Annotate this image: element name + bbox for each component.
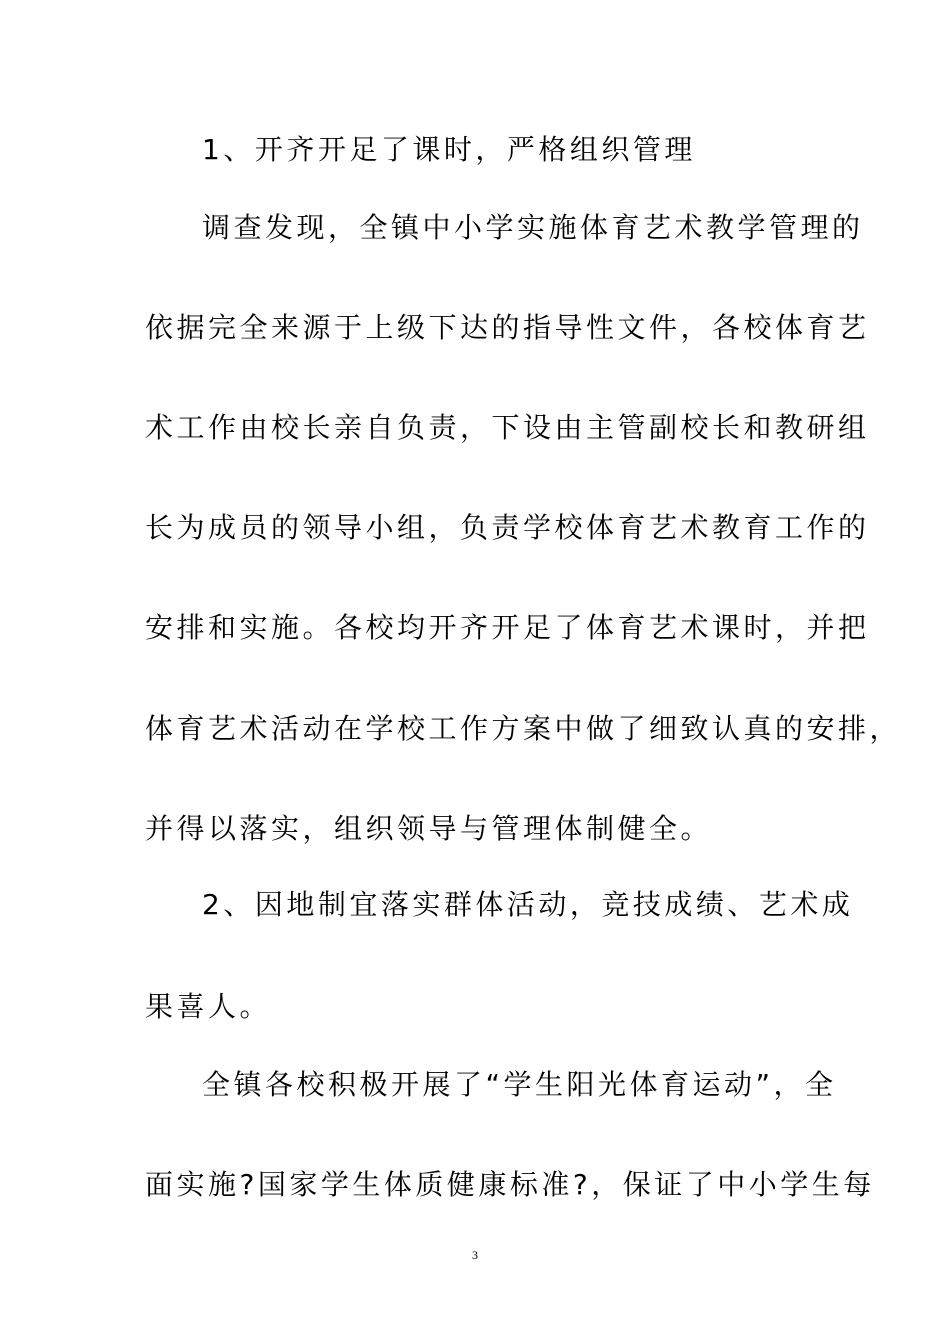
paragraph-line: 术工作由校长亲自负责，下设由主管副校长和教研组 (145, 411, 870, 444)
paragraph-line: 依据完全来源于上级下达的指导性文件，各校体育艺 (145, 311, 870, 344)
paragraph-line: 果喜人。 (145, 990, 272, 1023)
paragraph-line: 调查发现，全镇中小学实施体育艺术教学管理的 (202, 211, 864, 244)
paragraph-line: 并得以落实，组织领导与管理体制健全。 (145, 812, 713, 845)
page-number: 3 (472, 1248, 478, 1262)
paragraph-line: 面实施?国家学生体质健康标准?，保证了中小学生每 (145, 1168, 875, 1201)
paragraph-line: 安排和实施。各校均开齐开足了体育艺术课时，并把 (145, 611, 870, 644)
paragraph-line: 长为成员的领导小组，负责学校体育艺术教育工作的 (145, 511, 870, 544)
paragraph-line: 全镇各校积极开展了“学生阳光体育运动”，全 (202, 1068, 837, 1101)
paragraph-line: 体育艺术活动在学校工作方案中做了细致认真的安排， (145, 712, 902, 745)
section-heading-2: 2、因地制宜落实群体活动，竞技成绩、艺术成 (202, 888, 854, 921)
section-heading-1: 1、开齐开足了课时，严格组织管理 (202, 133, 696, 166)
